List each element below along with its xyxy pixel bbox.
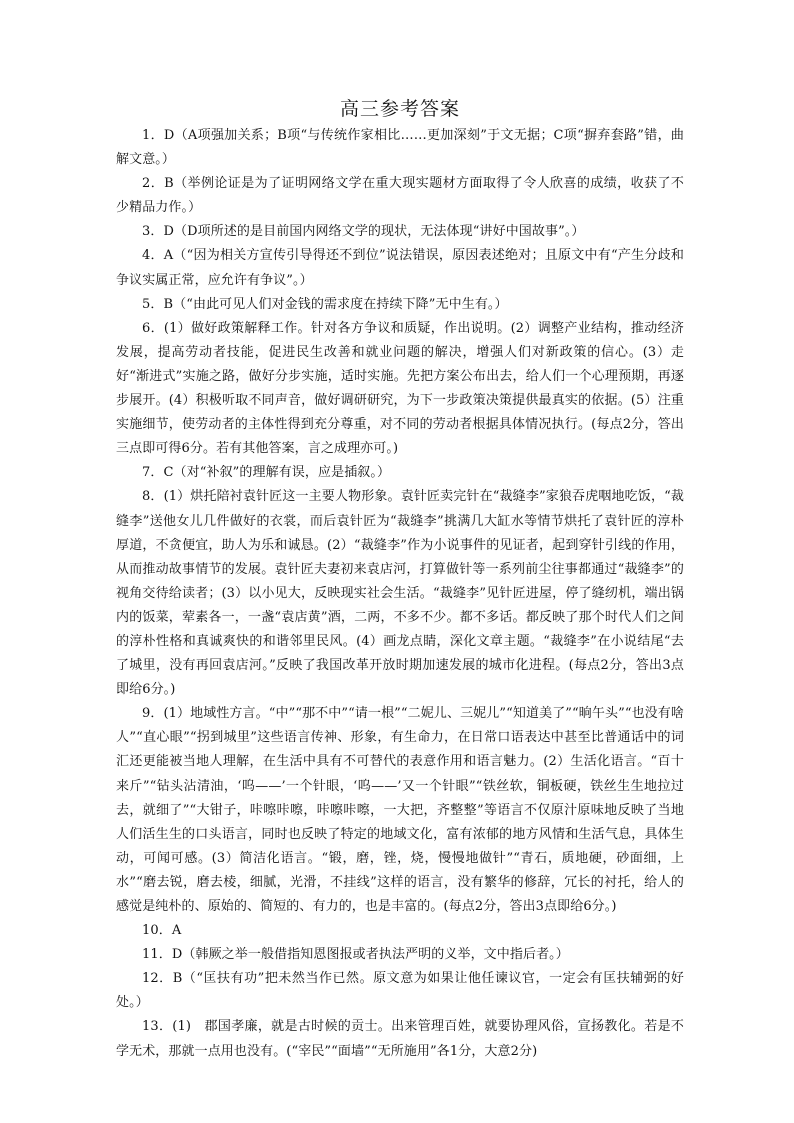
answer-12: 12．B（“匡扶有功”把未然当作已然。原文意为如果让他任谏议官，一定会有匡扶辅弼的好处。） [116,971,684,1011]
answer-9: 9．(1）地域性方言。“中”“那不中”“请一根”“二妮儿、三妮儿”“知道美了”“晌午头”“也没有啥人”“直心眼”“拐到城里”这些语言传神、形象，有生命力，在日常口语表达中甚至比普通话中的词汇还更能被当地人理解，在生活中具有不可替代的表意作用和语言魅力。(2）生活化语言。“百十来斤”“钻头沾清油，‘呜——’一个针眼，‘呜——’又一个针眼”“铁丝软，铜板硬，铁丝生生地拉过去，就细了”“大钳子，咔嚓咔嚓，咔嚓咔嚓，一大把，齐整整”等语言不仅原汁原味地反映了当地人们活生生的口头语言，同时也反映了特定的地域文化，富有浓郁的地方风情和生活气息，具体生动，可闻可感。(3）简洁化语言。“锻，磨，锉，烧，慢慢地做针”“青石，质地硬，砂面细，上水”“磨去锐，磨去棱，细腻，光滑，不挂线”这样的语言，没有繁华的修辞，冗长的衬托，给人的感觉是纯朴的、原始的、简短的、有力的，也是丰富的。(每点2分，答出3点即给6分。) [116,706,684,914]
document-title: 高三参考答案 [339,98,460,120]
answer-7: 7．C（对“补叙”的理解有误，应是插叙。） [142,465,391,481]
answer-2: 2．B（举例论证是为了证明网络文学在重大现实题材方面取得了令人欣喜的成绩，收获了不少精品力作。） [116,176,684,216]
answer-3: 3．D（D项所述的是目前国内网络文学的现状，无法体现“讲好中国故事”。） [142,224,585,240]
answer-document [116,96,684,1064]
answer-1: 1．D（A项强加关系；B项“与传统作家相比……更加深刻”于文无据；C项“摒弃套路”错，曲解文意。） [116,128,684,168]
answer-4: 4．A（“因为相关方宣传引导得还不到位”说法错误，原因表述绝对；且原文中有“产生分歧和争议实属正常，应允许有争议”。） [116,248,684,288]
answer-10: 10．A [142,923,182,939]
answer-5: 5．B（“由此可见人们对金钱的需求度在持续下降”无中生有。） [142,296,508,312]
answer-6: 6．(1）做好政策解释工作。针对各方争议和质疑，作出说明。(2）调整产业结构，推动经济发展，提高劳动者技能，促进民生改善和就业问题的解决，增强人们对新政策的信心。(3）走好“渐进式”实施之路，做好分步实施，适时实施。先把方案公布出去，给人们一个心理预期，再逐步展开。(4）积极听取不同声音，做好调研研究，为下一步政策决策提供最真实的依据。(5）注重实施细节，使劳动者的主体性得到充分尊重，对不同的劳动者根据具体情况执行。(每点2分，答出三点即可得6分。若有其他答案，言之成理亦可。) [116,320,684,457]
answer-8: 8．(1）烘托陪衬袁针匠这一主要人物形象。袁针匠卖完针在“裁缝李”家狼吞虎咽地吃饭，“裁缝李”送他女儿几件做好的衣裳，而后袁针匠为“裁缝李”挑满几大缸水等情节烘托了袁针匠的淳朴厚道，不贪便宜，助人为乐和诚恳。(2）“裁缝李”作为小说事件的见证者，起到穿针引线的作用，从而推动故事情节的发展。袁针匠夫妻初来袁店河，打算做针等一系列前尘往事都通过“裁缝李”的视角交待给读者；(3）以小见大，反映现实社会生活。“裁缝李”见针匠进屋，停了缝纫机，端出锅内的饭菜，荤素各一，一盏“袁店黄”酒，二两，不多不少。都不多话。都反映了那个时代人们之间的淳朴性格和真诚爽快的和谐邻里民风。(4）画龙点睛，深化文章主题。“裁缝李”在小说结尾“去了城里，没有再回袁店河。”反映了我国改革开放时期加速发展的城市化进程。(每点2分，答出3点即给6分。) [116,489,684,698]
answer-11: 11．D（韩厥之举一般借指知恩图报或者执法严明的义举，文中指后者。） [142,947,569,963]
answer-13: 13．(1) 郡国孝廉，就是古时候的贡士。出来管理百姓，就要协理风俗，宣扬教化。若是不学无术，那就一点用也没有。(“宰民”“面墙”“无所施用”各1分，大意2分) [116,1019,684,1059]
